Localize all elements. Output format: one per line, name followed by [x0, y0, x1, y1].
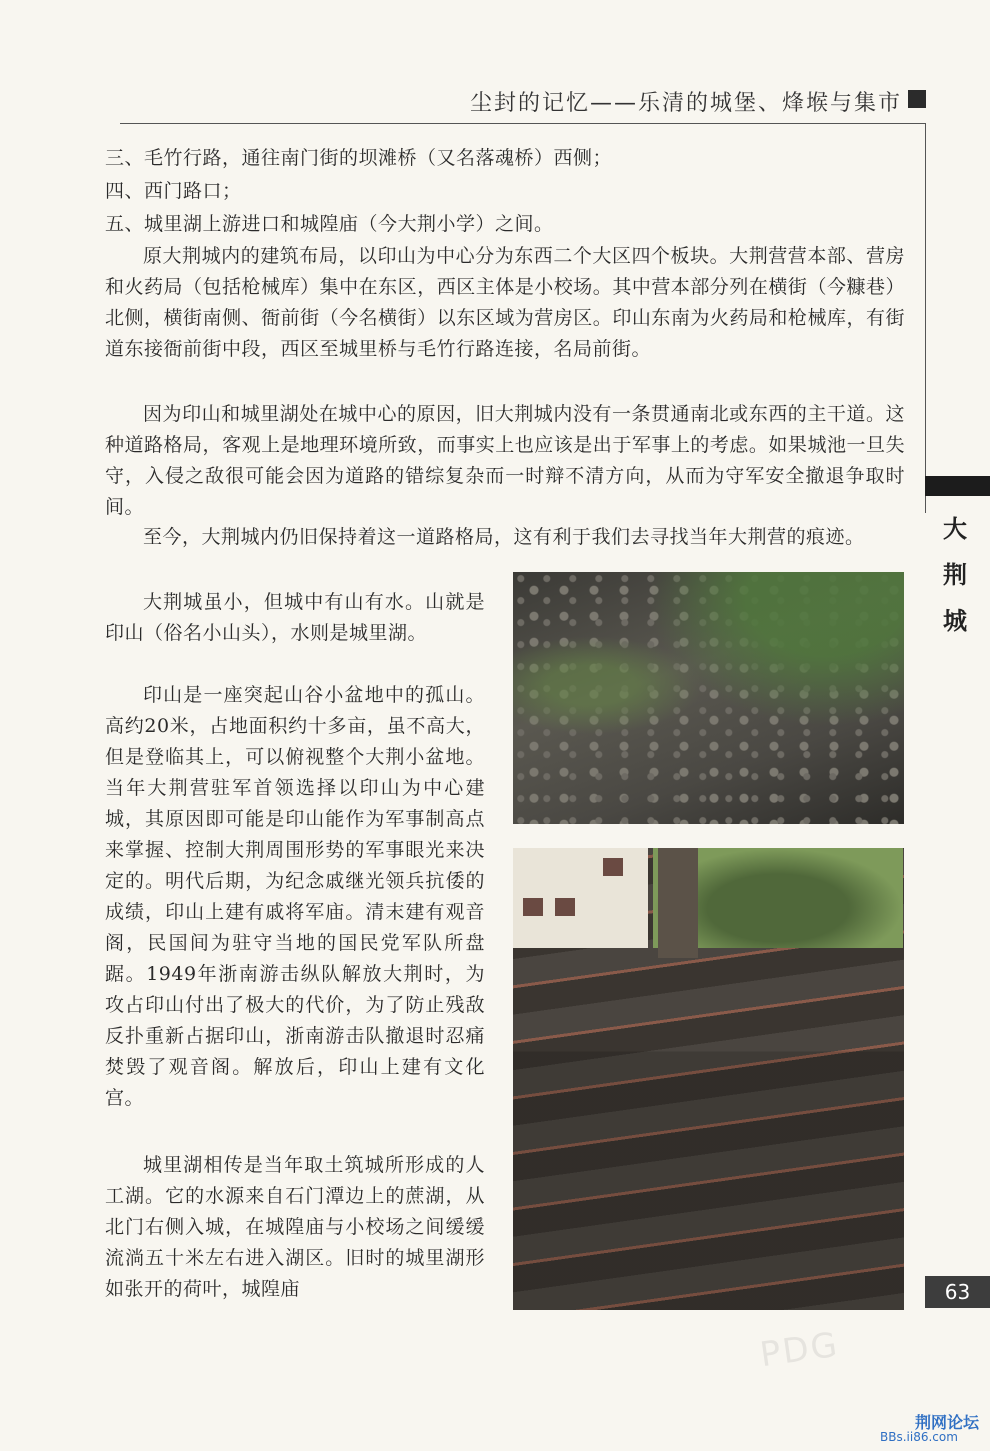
photo-window — [603, 858, 623, 876]
side-tab-bar — [925, 476, 990, 496]
side-tab-label: 大 荆 城 — [943, 515, 967, 635]
paragraph-layout: 原大荆城内的建筑布局，以印山为中心分为东西二个大区四个板块。大荆营营本部、营房和火药局（包括枪械库）集中在东区，西区主体是小校场。其中营本部分列在横街（今糠巷）北侧，横街南侧、衙前街（今名横街）以东区域为营房区。印山东南为火药局和枪械库，有街道东接衙前街中段，西区至城里桥与毛竹行路连接，名局前街。 — [105, 245, 905, 360]
photo-stone-wall — [513, 572, 904, 824]
paragraph-yinshan: 印山是一座突起山谷小盆地中的孤山。高约20米，占地面积约十多亩，虽不高大，但是登临其上，可以俯视整个大荆小盆地。当年大荆营驻军首领选择以印山为中心建城，其原因即可能是印山能作为军事制高点来掌握、控制大荆周围形势的军事眼光来决定的。明代后期，为纪念戚继光领兵抗倭的成绩，印山上建有戚将军庙。清末建有观音阁，民国间为驻守当地的国民党军队所盘踞。1949年浙南游击纵队解放大荆时，为攻占印山付出了极大的代价，为了防止残敌反扑重新占据印山，浙南游击队撤退时忍痛焚毁了观音阁。解放后，印山上建有文化宫。 — [105, 684, 485, 1109]
photo-window — [523, 898, 543, 916]
photo-tree-trunk — [658, 848, 698, 958]
photo-window — [555, 898, 575, 916]
header-square-mark — [908, 90, 926, 108]
paragraph-route-3: 三、毛竹行路，通往南门街的坝滩桥（又名落魂桥）西侧； — [105, 147, 613, 169]
paragraph-route-4: 四、西门路口； — [105, 180, 242, 202]
footer-url: BBs.ii86.com — [880, 1430, 958, 1444]
footer-brand: 荆网论坛 — [915, 1413, 980, 1432]
running-header-title: 尘封的记忆——乐清的城堡、烽堠与集市 — [469, 91, 902, 116]
header-rule — [120, 123, 926, 124]
paragraph-present: 至今，大荆城内仍旧保持着这一道路格局，这有利于我们去寻找当年大荆营的痕迹。 — [143, 526, 865, 548]
paragraph-roads: 因为印山和城里湖处在城中心的原因，旧大荆城内没有一条贯通南北或东西的主干道。这种道路格局，客观上是地理环境所致，而事实上也应该是出于军事上的考虑。如果城池一旦失守，入侵之敌很可能会因为道路的错综复杂而一时辩不清方向，从而为守军安全撤退争取时间。 — [105, 403, 905, 518]
paragraph-route-5: 五、城里湖上游进口和城隍庙（今大荆小学）之间。 — [105, 213, 554, 235]
page-number: 63 — [925, 1276, 990, 1308]
photo-stone-steps — [513, 848, 904, 1310]
paragraph-mountain-water: 大荆城虽小，但城中有山有水。山就是印山（俗名小山头），水则是城里湖。 — [105, 591, 485, 644]
header-rule-vertical — [925, 123, 926, 513]
scan-watermark: PDG — [757, 1324, 842, 1376]
paragraph-lake: 城里湖相传是当年取土筑城所形成的人工湖。它的水源来自石门潭边上的蔗湖，从北门右侧入城，在城隍庙与小校场之间缓缓流淌五十米左右进入湖区。旧时的城里湖形如张开的荷叶，城隍庙 — [105, 1154, 485, 1300]
